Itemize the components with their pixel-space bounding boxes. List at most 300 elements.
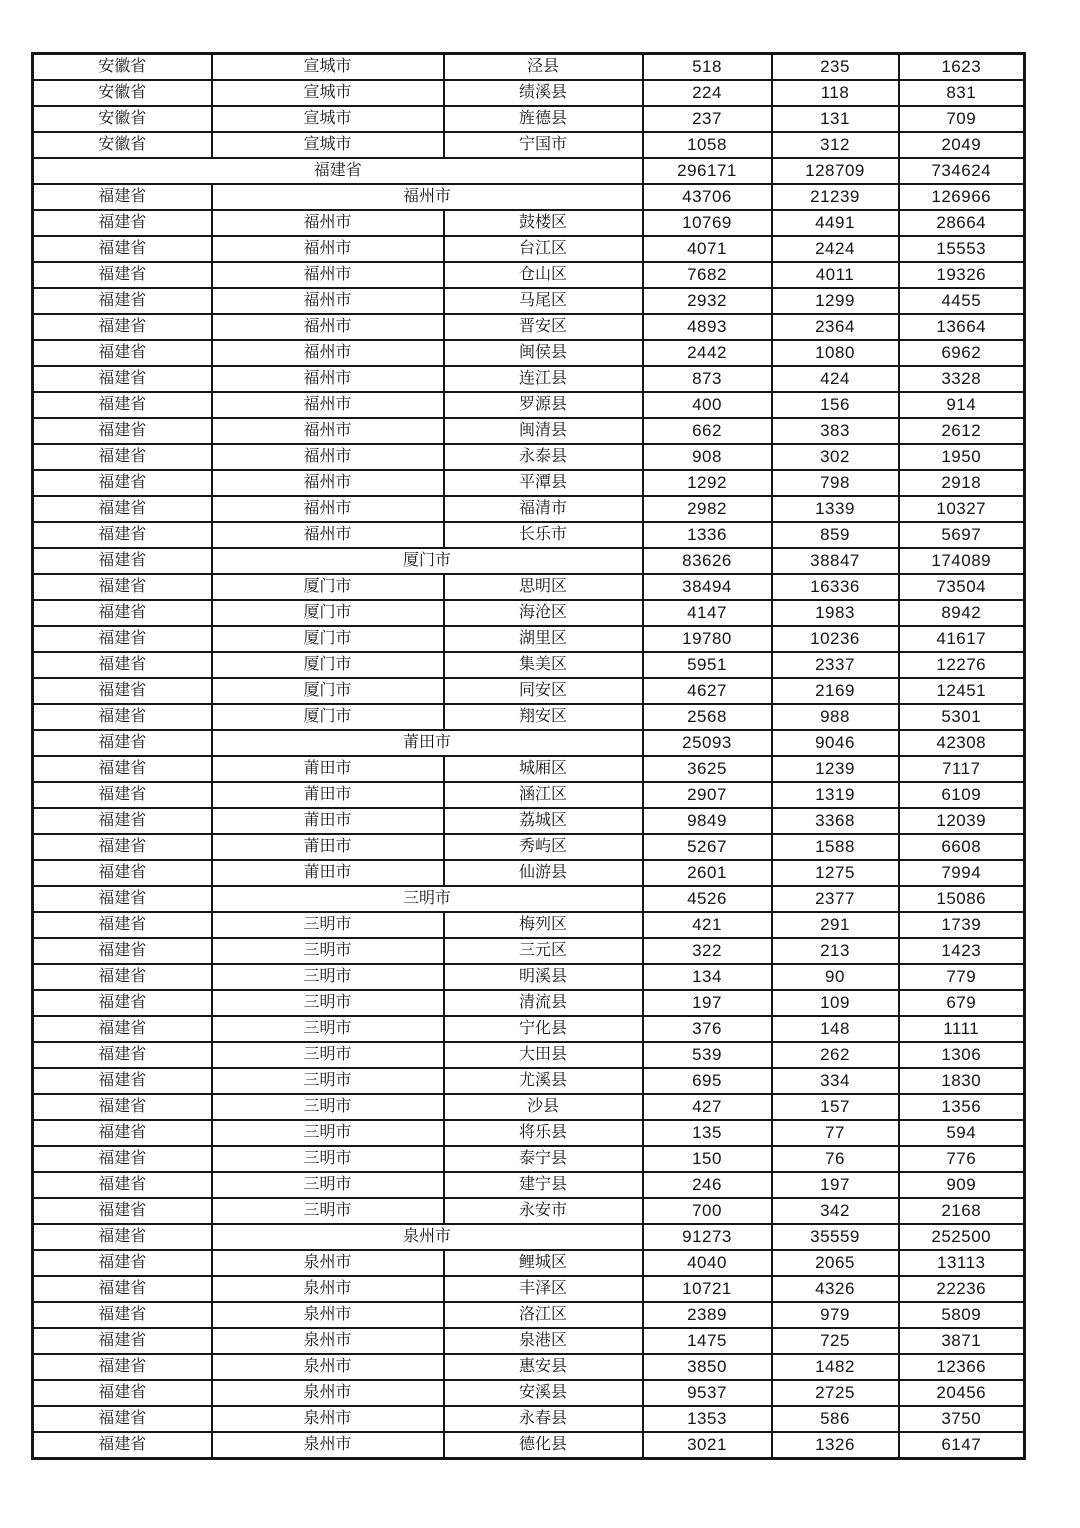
value-cell-1: 10721 (643, 1276, 772, 1302)
city-cell: 泉州市 (212, 1276, 444, 1302)
province-cell: 福建省 (33, 626, 212, 652)
district-cell: 同安区 (444, 678, 643, 704)
value-cell-1: 2389 (643, 1302, 772, 1328)
city-cell: 宣城市 (212, 80, 444, 106)
province-cell: 安徽省 (33, 106, 212, 132)
district-cell: 闽侯县 (444, 340, 643, 366)
province-cell: 福建省 (33, 600, 212, 626)
table-row (33, 418, 1025, 444)
table-row (33, 366, 1025, 392)
value-cell-2: 2424 (772, 236, 899, 262)
table-row (33, 210, 1025, 236)
value-cell-2: 859 (772, 522, 899, 548)
table-row (33, 1354, 1025, 1380)
table-row (33, 132, 1025, 158)
value-cell-3: 2612 (899, 418, 1025, 444)
value-cell-1: 4147 (643, 600, 772, 626)
city-cell: 宣城市 (212, 54, 444, 81)
district-cell: 荔城区 (444, 808, 643, 834)
province-cell: 安徽省 (33, 132, 212, 158)
district-cell: 德化县 (444, 1432, 643, 1459)
city-cell: 福州市 (212, 496, 444, 522)
value-cell-2: 38847 (772, 548, 899, 574)
value-cell-1: 10769 (643, 210, 772, 236)
value-cell-2: 2337 (772, 652, 899, 678)
value-cell-1: 4071 (643, 236, 772, 262)
district-cell: 仓山区 (444, 262, 643, 288)
value-cell-3: 13664 (899, 314, 1025, 340)
region-statistics-table (31, 52, 1026, 1460)
district-cell: 泾县 (444, 54, 643, 81)
province-cell: 福建省 (33, 470, 212, 496)
value-cell-1: 539 (643, 1042, 772, 1068)
city-cell: 福州市 (212, 392, 444, 418)
table-row (33, 522, 1025, 548)
value-cell-1: 19780 (643, 626, 772, 652)
district-cell: 秀屿区 (444, 834, 643, 860)
table-row (33, 574, 1025, 600)
city-cell: 宣城市 (212, 106, 444, 132)
value-cell-3: 2168 (899, 1198, 1025, 1224)
province-cell: 福建省 (33, 392, 212, 418)
province-cell: 福建省 (33, 1198, 212, 1224)
value-cell-3: 12451 (899, 678, 1025, 704)
value-cell-1: 376 (643, 1016, 772, 1042)
province-cell: 安徽省 (33, 80, 212, 106)
district-cell: 清流县 (444, 990, 643, 1016)
table-row (33, 262, 1025, 288)
province-cell: 福建省 (33, 444, 212, 470)
value-cell-2: 312 (772, 132, 899, 158)
table-row (33, 392, 1025, 418)
value-cell-3: 6109 (899, 782, 1025, 808)
value-cell-1: 3625 (643, 756, 772, 782)
province-cell: 福建省 (33, 1068, 212, 1094)
city-cell: 三明市 (212, 1016, 444, 1042)
value-cell-2: 2169 (772, 678, 899, 704)
city-total-cell: 泉州市 (212, 1224, 643, 1250)
table-row (33, 236, 1025, 262)
district-cell: 泉港区 (444, 1328, 643, 1354)
value-cell-2: 4011 (772, 262, 899, 288)
value-cell-3: 679 (899, 990, 1025, 1016)
district-cell: 马尾区 (444, 288, 643, 314)
district-cell: 罗源县 (444, 392, 643, 418)
city-cell: 三明市 (212, 1068, 444, 1094)
district-cell: 永泰县 (444, 444, 643, 470)
province-cell: 福建省 (33, 1016, 212, 1042)
value-cell-3: 1423 (899, 938, 1025, 964)
value-cell-3: 3328 (899, 366, 1025, 392)
value-cell-3: 594 (899, 1120, 1025, 1146)
city-cell: 福州市 (212, 262, 444, 288)
province-cell: 福建省 (33, 1328, 212, 1354)
province-cell: 福建省 (33, 184, 212, 210)
city-cell: 三明市 (212, 1094, 444, 1120)
district-cell: 晋安区 (444, 314, 643, 340)
province-cell: 福建省 (33, 1094, 212, 1120)
value-cell-2: 4491 (772, 210, 899, 236)
table-row (33, 314, 1025, 340)
table-row (33, 444, 1025, 470)
table-row (33, 756, 1025, 782)
value-cell-2: 35559 (772, 1224, 899, 1250)
city-cell: 三明市 (212, 1172, 444, 1198)
district-cell: 连江县 (444, 366, 643, 392)
value-cell-1: 421 (643, 912, 772, 938)
table-row (33, 782, 1025, 808)
district-cell: 平潭县 (444, 470, 643, 496)
value-cell-1: 7682 (643, 262, 772, 288)
district-cell: 将乐县 (444, 1120, 643, 1146)
province-cell: 福建省 (33, 652, 212, 678)
city-total-cell: 三明市 (212, 886, 643, 912)
value-cell-1: 3021 (643, 1432, 772, 1459)
city-cell: 莆田市 (212, 756, 444, 782)
value-cell-1: 5267 (643, 834, 772, 860)
value-cell-3: 1356 (899, 1094, 1025, 1120)
value-cell-2: 586 (772, 1406, 899, 1432)
province-cell: 福建省 (33, 366, 212, 392)
district-cell: 翔安区 (444, 704, 643, 730)
value-cell-3: 914 (899, 392, 1025, 418)
province-cell: 安徽省 (33, 54, 212, 81)
district-cell: 闽清县 (444, 418, 643, 444)
value-cell-2: 334 (772, 1068, 899, 1094)
district-cell: 惠安县 (444, 1354, 643, 1380)
value-cell-2: 3368 (772, 808, 899, 834)
value-cell-2: 90 (772, 964, 899, 990)
value-cell-2: 213 (772, 938, 899, 964)
province-cell: 福建省 (33, 574, 212, 600)
district-cell: 三元区 (444, 938, 643, 964)
city-cell: 厦门市 (212, 574, 444, 600)
value-cell-2: 1080 (772, 340, 899, 366)
value-cell-2: 10236 (772, 626, 899, 652)
province-cell: 福建省 (33, 704, 212, 730)
city-cell: 莆田市 (212, 808, 444, 834)
value-cell-2: 118 (772, 80, 899, 106)
table-row (33, 1068, 1025, 1094)
value-cell-3: 174089 (899, 548, 1025, 574)
table-row (33, 808, 1025, 834)
province-cell: 福建省 (33, 262, 212, 288)
district-cell: 宁化县 (444, 1016, 643, 1042)
value-cell-1: 2907 (643, 782, 772, 808)
value-cell-2: 262 (772, 1042, 899, 1068)
table-row (33, 990, 1025, 1016)
city-cell: 莆田市 (212, 782, 444, 808)
value-cell-3: 1306 (899, 1042, 1025, 1068)
value-cell-1: 2932 (643, 288, 772, 314)
value-cell-3: 15086 (899, 886, 1025, 912)
value-cell-1: 134 (643, 964, 772, 990)
value-cell-1: 4893 (643, 314, 772, 340)
value-cell-1: 700 (643, 1198, 772, 1224)
value-cell-3: 42308 (899, 730, 1025, 756)
table-row (33, 1016, 1025, 1042)
value-cell-2: 1983 (772, 600, 899, 626)
value-cell-2: 131 (772, 106, 899, 132)
value-cell-2: 383 (772, 418, 899, 444)
table-row (33, 470, 1025, 496)
city-cell: 厦门市 (212, 652, 444, 678)
value-cell-3: 19326 (899, 262, 1025, 288)
table-row (33, 1224, 1025, 1250)
value-cell-1: 237 (643, 106, 772, 132)
district-cell: 鼓楼区 (444, 210, 643, 236)
value-cell-1: 83626 (643, 548, 772, 574)
value-cell-2: 156 (772, 392, 899, 418)
value-cell-3: 1830 (899, 1068, 1025, 1094)
district-cell: 洛江区 (444, 1302, 643, 1328)
city-cell: 宣城市 (212, 132, 444, 158)
value-cell-2: 76 (772, 1146, 899, 1172)
value-cell-1: 1292 (643, 470, 772, 496)
province-cell: 福建省 (33, 834, 212, 860)
district-cell: 海沧区 (444, 600, 643, 626)
district-cell: 鲤城区 (444, 1250, 643, 1276)
table-row (33, 678, 1025, 704)
value-cell-1: 296171 (643, 158, 772, 184)
district-cell: 大田县 (444, 1042, 643, 1068)
value-cell-2: 979 (772, 1302, 899, 1328)
city-cell: 福州市 (212, 470, 444, 496)
city-cell: 泉州市 (212, 1354, 444, 1380)
value-cell-1: 9537 (643, 1380, 772, 1406)
province-total-cell: 福建省 (33, 158, 643, 184)
value-cell-1: 4040 (643, 1250, 772, 1276)
value-cell-2: 109 (772, 990, 899, 1016)
table-row (33, 626, 1025, 652)
province-cell: 福建省 (33, 808, 212, 834)
city-cell: 厦门市 (212, 678, 444, 704)
value-cell-1: 400 (643, 392, 772, 418)
province-cell: 福建省 (33, 1172, 212, 1198)
district-cell: 涵江区 (444, 782, 643, 808)
table-row (33, 340, 1025, 366)
province-cell: 福建省 (33, 288, 212, 314)
province-cell: 福建省 (33, 1250, 212, 1276)
value-cell-1: 38494 (643, 574, 772, 600)
table-row (33, 106, 1025, 132)
province-cell: 福建省 (33, 522, 212, 548)
city-cell: 莆田市 (212, 834, 444, 860)
value-cell-2: 128709 (772, 158, 899, 184)
value-cell-2: 2725 (772, 1380, 899, 1406)
value-cell-1: 246 (643, 1172, 772, 1198)
city-total-cell: 福州市 (212, 184, 643, 210)
province-cell: 福建省 (33, 496, 212, 522)
value-cell-3: 2049 (899, 132, 1025, 158)
province-cell: 福建省 (33, 1380, 212, 1406)
table-row (33, 860, 1025, 886)
district-cell: 思明区 (444, 574, 643, 600)
value-cell-3: 6962 (899, 340, 1025, 366)
value-cell-3: 73504 (899, 574, 1025, 600)
value-cell-3: 126966 (899, 184, 1025, 210)
province-cell: 福建省 (33, 1146, 212, 1172)
value-cell-1: 3850 (643, 1354, 772, 1380)
value-cell-2: 1319 (772, 782, 899, 808)
table-row (33, 80, 1025, 106)
value-cell-1: 427 (643, 1094, 772, 1120)
city-cell: 福州市 (212, 340, 444, 366)
value-cell-2: 725 (772, 1328, 899, 1354)
value-cell-2: 157 (772, 1094, 899, 1120)
value-cell-2: 1588 (772, 834, 899, 860)
district-cell: 梅列区 (444, 912, 643, 938)
value-cell-3: 7117 (899, 756, 1025, 782)
value-cell-3: 5301 (899, 704, 1025, 730)
value-cell-1: 25093 (643, 730, 772, 756)
value-cell-1: 662 (643, 418, 772, 444)
value-cell-1: 1475 (643, 1328, 772, 1354)
value-cell-3: 5809 (899, 1302, 1025, 1328)
value-cell-1: 224 (643, 80, 772, 106)
table-row (33, 496, 1025, 522)
value-cell-2: 798 (772, 470, 899, 496)
value-cell-3: 3871 (899, 1328, 1025, 1354)
value-cell-1: 2982 (643, 496, 772, 522)
value-cell-2: 2364 (772, 314, 899, 340)
city-cell: 福州市 (212, 444, 444, 470)
province-cell: 福建省 (33, 886, 212, 912)
table-row (33, 548, 1025, 574)
value-cell-3: 3750 (899, 1406, 1025, 1432)
city-cell: 三明市 (212, 1120, 444, 1146)
value-cell-1: 9849 (643, 808, 772, 834)
value-cell-2: 148 (772, 1016, 899, 1042)
value-cell-1: 873 (643, 366, 772, 392)
value-cell-2: 1275 (772, 860, 899, 886)
table-row (33, 652, 1025, 678)
province-cell: 福建省 (33, 210, 212, 236)
table-row (33, 184, 1025, 210)
city-cell: 莆田市 (212, 860, 444, 886)
district-cell: 湖里区 (444, 626, 643, 652)
city-cell: 福州市 (212, 366, 444, 392)
city-cell: 福州市 (212, 522, 444, 548)
province-cell: 福建省 (33, 548, 212, 574)
value-cell-1: 2568 (643, 704, 772, 730)
province-cell: 福建省 (33, 860, 212, 886)
value-cell-1: 4627 (643, 678, 772, 704)
value-cell-3: 252500 (899, 1224, 1025, 1250)
province-cell: 福建省 (33, 1354, 212, 1380)
value-cell-1: 1336 (643, 522, 772, 548)
city-cell: 三明市 (212, 1042, 444, 1068)
value-cell-3: 12276 (899, 652, 1025, 678)
district-cell: 宁国市 (444, 132, 643, 158)
district-cell: 尤溪县 (444, 1068, 643, 1094)
city-cell: 泉州市 (212, 1328, 444, 1354)
province-cell: 福建省 (33, 756, 212, 782)
province-cell: 福建省 (33, 1406, 212, 1432)
value-cell-3: 909 (899, 1172, 1025, 1198)
province-cell: 福建省 (33, 912, 212, 938)
city-cell: 泉州市 (212, 1302, 444, 1328)
value-cell-3: 1111 (899, 1016, 1025, 1042)
province-cell: 福建省 (33, 236, 212, 262)
city-cell: 福州市 (212, 314, 444, 340)
city-cell: 福州市 (212, 418, 444, 444)
value-cell-3: 22236 (899, 1276, 1025, 1302)
value-cell-2: 988 (772, 704, 899, 730)
value-cell-3: 7994 (899, 860, 1025, 886)
value-cell-3: 831 (899, 80, 1025, 106)
table-row (33, 938, 1025, 964)
table-row (33, 834, 1025, 860)
city-cell: 泉州市 (212, 1380, 444, 1406)
province-cell: 福建省 (33, 730, 212, 756)
value-cell-3: 20456 (899, 1380, 1025, 1406)
value-cell-2: 1339 (772, 496, 899, 522)
city-cell: 泉州市 (212, 1250, 444, 1276)
value-cell-1: 5951 (643, 652, 772, 678)
city-total-cell: 厦门市 (212, 548, 643, 574)
value-cell-3: 734624 (899, 158, 1025, 184)
district-cell: 永春县 (444, 1406, 643, 1432)
value-cell-1: 908 (643, 444, 772, 470)
value-cell-3: 1950 (899, 444, 1025, 470)
city-cell: 三明市 (212, 912, 444, 938)
value-cell-3: 10327 (899, 496, 1025, 522)
table-row (33, 1094, 1025, 1120)
value-cell-1: 2442 (643, 340, 772, 366)
table-row (33, 1198, 1025, 1224)
table-body (33, 54, 1025, 1459)
table-row (33, 1328, 1025, 1354)
district-cell: 台江区 (444, 236, 643, 262)
city-cell: 三明市 (212, 938, 444, 964)
table-row (33, 1406, 1025, 1432)
value-cell-3: 12366 (899, 1354, 1025, 1380)
district-cell: 丰泽区 (444, 1276, 643, 1302)
value-cell-3: 709 (899, 106, 1025, 132)
district-cell: 永安市 (444, 1198, 643, 1224)
table-row (33, 964, 1025, 990)
province-cell: 福建省 (33, 964, 212, 990)
value-cell-3: 41617 (899, 626, 1025, 652)
district-cell: 建宁县 (444, 1172, 643, 1198)
value-cell-2: 291 (772, 912, 899, 938)
value-cell-1: 150 (643, 1146, 772, 1172)
value-cell-2: 2065 (772, 1250, 899, 1276)
value-cell-2: 77 (772, 1120, 899, 1146)
value-cell-1: 2601 (643, 860, 772, 886)
district-cell: 集美区 (444, 652, 643, 678)
value-cell-3: 12039 (899, 808, 1025, 834)
district-cell: 长乐市 (444, 522, 643, 548)
province-cell: 福建省 (33, 1042, 212, 1068)
value-cell-3: 1739 (899, 912, 1025, 938)
city-cell: 三明市 (212, 964, 444, 990)
table-row (33, 912, 1025, 938)
province-cell: 福建省 (33, 938, 212, 964)
province-cell: 福建省 (33, 340, 212, 366)
district-cell: 沙县 (444, 1094, 643, 1120)
city-cell: 福州市 (212, 288, 444, 314)
value-cell-1: 695 (643, 1068, 772, 1094)
value-cell-3: 13113 (899, 1250, 1025, 1276)
value-cell-2: 197 (772, 1172, 899, 1198)
value-cell-1: 4526 (643, 886, 772, 912)
value-cell-3: 5697 (899, 522, 1025, 548)
value-cell-3: 1623 (899, 54, 1025, 81)
value-cell-2: 235 (772, 54, 899, 81)
value-cell-2: 424 (772, 366, 899, 392)
